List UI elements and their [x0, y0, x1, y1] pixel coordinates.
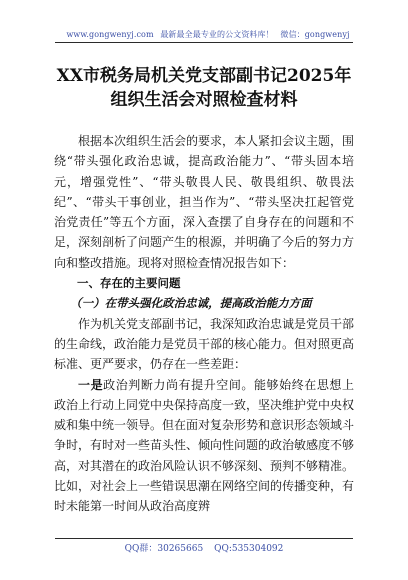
- subsection-heading: （一）在带头强化政治忠诚，提高政治能力方面: [70, 296, 312, 311]
- body-paragraph-2: [54, 375, 354, 517]
- paragraph-text: 政治判断力尚有提升空间。能够始终在思想上政治上行动上同党中央保持高度一致，坚决维护党中央权威和集中统一领导。但在面对复杂形势和意识形态领域斗争时，有时对一些苗头性、倾向性问题的政治敏感度不够高，对其潜在的政治风险认识不够深刻、预判不够精准。比如，对社会上一些错误思潮在网络空间的传播变种，有时未能第一时间从政治高度辨: [54, 377, 355, 514]
- body-paragraph: 作为机关党支部副书记，我深知政治忠诚是党员干部的生命线，政治能力是党员干部的核心能力。但对照更高标准、更严要求，仍存在一些差距：: [54, 316, 355, 372]
- document-title: XX市税务局机关党支部副书记2025年组织生活会对照检查材料: [56, 66, 352, 110]
- footer-qq-group: QQ群：30265665: [124, 544, 204, 554]
- header-slogan: 最新最全最专业的公文资料库！: [160, 30, 274, 39]
- page-header: [58, 29, 358, 40]
- footer-divider: [55, 538, 353, 539]
- header-website: www.gongwenyj.com: [66, 30, 154, 39]
- header-divider: [55, 42, 353, 43]
- header-wechat: 微信：gongwenyj: [280, 30, 350, 39]
- page-footer: [0, 541, 408, 554]
- section-heading: 一、存在的主要问题: [77, 276, 181, 291]
- intro-paragraph: 根据本次组织生活会的要求，本人紧扣会议主题，围绕“带头强化政治忠诚，提高政治能力”、“带头固本培元，增强党性”、“带头敬畏人民、敬畏组织、敬畏法纪”、“带头干事创业，担当作为”、“带头坚决扛起管党治党责任”等五个方面，深入查摆了自身存在的问题和不足，深刻剖析了问题产生的根源，并明确了今后的努力方向和整改措施。现将对照检查情况报告如下：: [54, 134, 355, 270]
- paragraph-lead: 一是: [78, 377, 104, 392]
- footer-qq: QQ:535304092: [214, 544, 284, 554]
- document-body: [54, 131, 354, 517]
